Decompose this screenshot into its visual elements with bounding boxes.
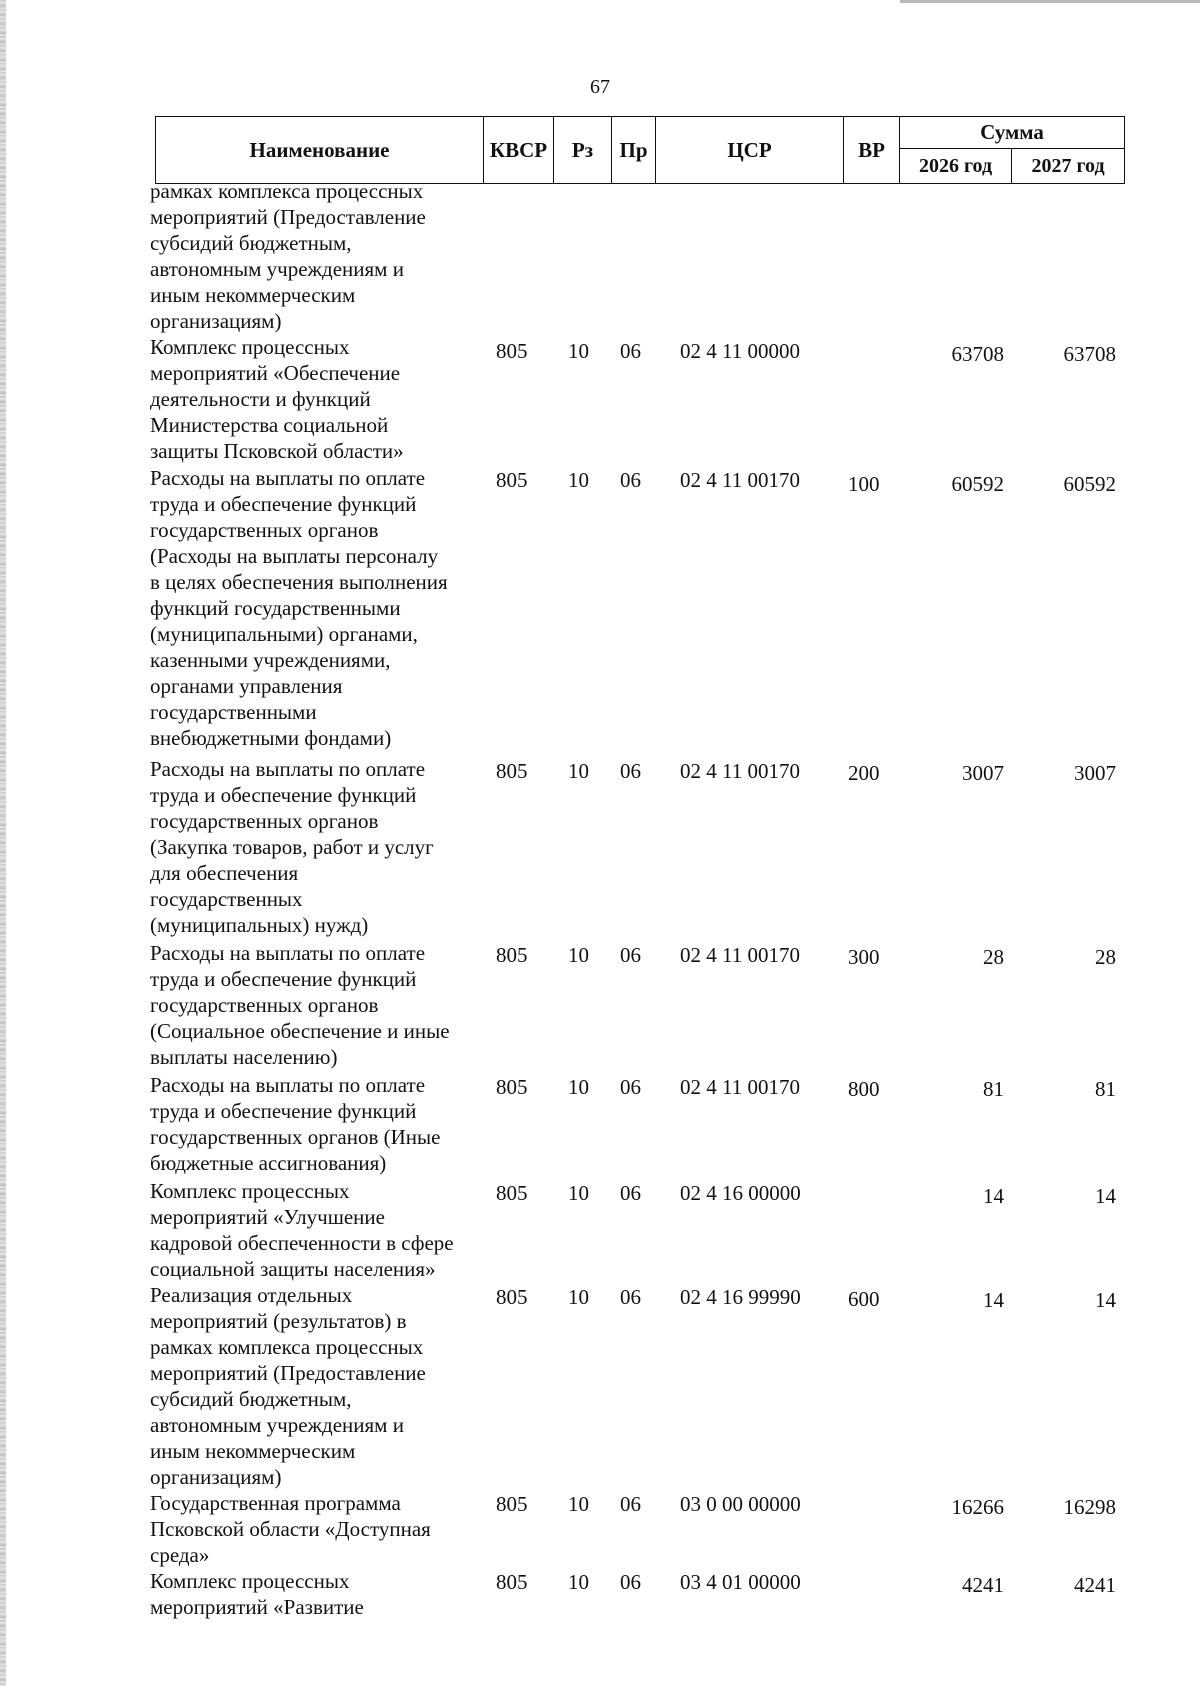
row-rz: 10: [568, 1181, 589, 1205]
row-rz: 10: [568, 1075, 589, 1099]
header-sum: Сумма: [900, 117, 1124, 149]
header-year-2027: 2027 год: [1031, 154, 1105, 177]
header-kvsr: КВСР: [484, 117, 554, 183]
row-pr: 06: [620, 339, 641, 363]
row-sum-2026: 16266: [951, 1495, 1004, 1519]
row-sum-2026: 60592: [951, 472, 1004, 496]
row-kvsr: 805: [496, 759, 528, 783]
row-kvsr: 805: [496, 943, 528, 967]
header-vr: ВР: [844, 117, 900, 183]
scan-top-edge: [900, 0, 1200, 3]
row-csr: 02 4 11 00170: [680, 468, 800, 492]
row-pr: 06: [620, 1285, 641, 1309]
row-sum-2027: 63708: [1063, 342, 1116, 366]
row-rz: 10: [568, 943, 589, 967]
row-csr: 03 4 01 00000: [680, 1570, 801, 1594]
row-csr: 02 4 11 00170: [680, 759, 800, 783]
row-kvsr: 805: [496, 1075, 528, 1099]
row-vr: 100: [848, 472, 880, 496]
row-sum-2026: 14: [983, 1184, 1004, 1208]
row-csr: 02 4 16 99990: [680, 1285, 801, 1309]
row-name: Государственная программа Псковской области «Доступная среда»: [150, 1491, 431, 1567]
row-vr: 300: [848, 945, 880, 969]
row-name: Расходы на выплаты по оплате труда и обеспечение функций государственных органов (Иные бюджетные ассигнования): [150, 1073, 441, 1175]
row-pr: 06: [620, 468, 641, 492]
page-number: 67: [590, 76, 610, 98]
row-kvsr: 805: [496, 468, 528, 492]
row-kvsr: 805: [496, 1570, 528, 1594]
row-pr: 06: [620, 1570, 641, 1594]
row-name: Комплекс процессных мероприятий «Обеспечение деятельности и функций Министерства социальной защиты Псковской области»: [150, 335, 404, 463]
row-name: Комплекс процессных мероприятий «Развитие: [150, 1569, 364, 1619]
header-pr: Пр: [612, 117, 656, 183]
row-vr: 600: [848, 1287, 880, 1311]
row-sum-2026: 81: [983, 1077, 1004, 1101]
row-rz: 10: [568, 759, 589, 783]
row-pr: 06: [620, 759, 641, 783]
row-rz: 10: [568, 1492, 589, 1516]
row-csr: 03 0 00 00000: [680, 1492, 801, 1516]
row-csr: 02 4 11 00170: [680, 1075, 800, 1099]
header-rz: Рз: [554, 117, 612, 183]
row-pr: 06: [620, 943, 641, 967]
row-sum-2027: 4241: [1074, 1573, 1116, 1597]
row-kvsr: 805: [496, 339, 528, 363]
row-vr: 200: [848, 761, 880, 785]
row-pr: 06: [620, 1075, 641, 1099]
row-csr: 02 4 11 00170: [680, 943, 800, 967]
row-sum-2026: 3007: [962, 761, 1004, 785]
row-vr: 800: [848, 1077, 880, 1101]
row-rz: 10: [568, 1570, 589, 1594]
row-name: рамках комплекса процессных мероприятий (Предоставление субсидий бюджетным, автономным учреждениям и иным некоммерческим организациям): [150, 179, 426, 333]
row-rz: 10: [568, 1285, 589, 1309]
row-sum-2027: 81: [1095, 1077, 1116, 1101]
row-csr: 02 4 11 00000: [680, 339, 800, 363]
row-rz: 10: [568, 468, 589, 492]
row-sum-2026: 4241: [962, 1573, 1004, 1597]
row-kvsr: 805: [496, 1492, 528, 1516]
table-header: [155, 116, 1125, 184]
row-sum-2027: 16298: [1063, 1495, 1116, 1519]
header-year-2026: 2026 год: [900, 149, 1012, 183]
row-rz: 10: [568, 339, 589, 363]
row-name: Реализация отдельных мероприятий (результатов) в рамках комплекса процессных мероприятий (Предоставление субсидий бюджетным, автономным учреждениям и иным некоммерческим организациям): [150, 1283, 426, 1489]
row-kvsr: 805: [496, 1285, 528, 1309]
row-sum-2027: 14: [1095, 1288, 1116, 1312]
row-sum-2027: 14: [1095, 1184, 1116, 1208]
row-sum-2027: 60592: [1063, 472, 1116, 496]
row-pr: 06: [620, 1492, 641, 1516]
row-name: Расходы на выплаты по оплате труда и обеспечение функций государственных органов (Закупка товаров, работ и услуг для обеспечения государственных (муниципальных) нужд): [150, 757, 434, 937]
row-sum-2026: 63708: [951, 342, 1004, 366]
row-name: Расходы на выплаты по оплате труда и обеспечение функций государственных органов (Расходы на выплаты персоналу в целях обеспечения выполнения функций государственными (муниципальными) органами, казенными учреждениями, органами управления государственными внебюджетными фондами): [150, 466, 448, 750]
row-name: Расходы на выплаты по оплате труда и обеспечение функций государственных органов (Социальное обеспечение и иные выплаты населению): [150, 941, 450, 1069]
row-sum-2027: 3007: [1074, 761, 1116, 785]
row-sum-2026: 28: [983, 945, 1004, 969]
row-csr: 02 4 16 00000: [680, 1181, 801, 1205]
row-pr: 06: [620, 1181, 641, 1205]
header-name: Наименование: [156, 117, 484, 183]
row-name: Комплекс процессных мероприятий «Улучшение кадровой обеспеченности в сфере социальной защиты населения»: [150, 1179, 454, 1281]
header-csr: ЦСР: [656, 117, 844, 183]
scan-left-edge: [0, 0, 6, 1686]
row-kvsr: 805: [496, 1181, 528, 1205]
row-sum-2027: 28: [1095, 945, 1116, 969]
row-sum-2026: 14: [983, 1288, 1004, 1312]
